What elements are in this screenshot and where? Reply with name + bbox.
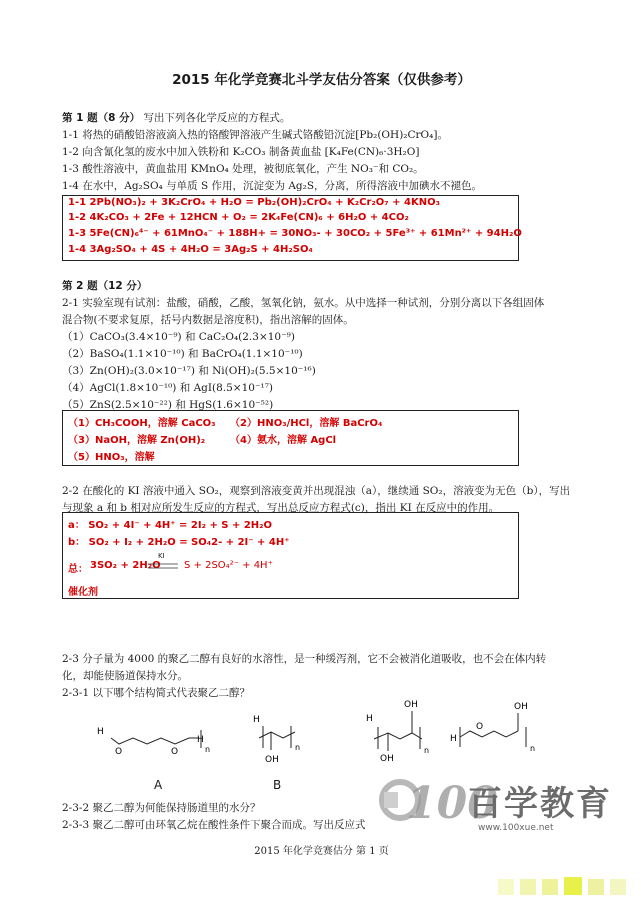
q21-answer: （5）HNO₃，溶解 <box>68 452 155 463</box>
q23-text: 化，却能使肠道保持水分。 <box>62 670 188 682</box>
q21-pair: （1）CaCO₃(3.4×10⁻⁹) 和 CaC₂O₄(2.3×10⁻⁹) <box>62 331 295 343</box>
q1-answer: 1-1 2Pb(NO₃)₂ + 3K₂CrO₄ + H₂O = Pb₂(OH)₂CrO₄ + K₂Cr₂O₇ + 4KNO₃ <box>68 197 440 208</box>
structure-label: B <box>273 778 282 792</box>
structure-a <box>95 712 225 762</box>
q21-pair: （5）ZnS(2.5×10⁻²²) 和 HgS(1.6×10⁻⁵²) <box>62 399 274 411</box>
atom-label: O <box>115 747 123 757</box>
q22-answer-a: a： SO₂ + 4I⁻ + 4H⁺ = 2I₂ + S + 2H₂O <box>68 520 273 531</box>
q22-catalyst-label: KI <box>158 552 165 560</box>
page-title: 2015 年化学竞赛北斗学友估分答案（仅供参考） <box>172 72 471 88</box>
q1-answer: 1-3 5Fe(CN)₆⁴⁻ + 61MnO₄⁻ + 188H+ = 30NO₃- + 30CO₂ + 5Fe³⁺ + 61Mn²⁺ + 94H₂O <box>68 228 522 239</box>
q22-equal-sign <box>148 562 180 570</box>
q21-pair: （3）Zn(OH)₂(3.0×10⁻¹⁷) 和 Ni(OH)₂(5.5×10⁻¹⁶) <box>62 365 316 377</box>
q22-answer-b: b： SO₂ + I₂ + 2H₂O = SO₄2- + 2I⁻ + 4H⁺ <box>68 537 290 548</box>
atom-label: OH <box>404 700 418 710</box>
q1-item: 1-1 将热的硝酸铅溶液滴入热的铬酸钾溶液产生碱式铬酸铅沉淀[Pb₂(OH)₂CrO₄]。 <box>62 129 448 141</box>
q1-item: 1-3 酸性溶液中，黄血盐用 KMnO₄ 处理，被彻底氧化，产生 NO₃⁻和 CO₂。 <box>62 163 424 175</box>
watermark-text: 百学教育 <box>468 784 612 824</box>
q1-heading: 第 1 题（8 分） <box>62 112 141 124</box>
atom-label: H <box>97 727 104 737</box>
atom-label: O <box>476 722 484 732</box>
q1-item: 1-4 在水中，Ag₂SO₄ 与单质 S 作用，沉淀变为 Ag₂S，分离，所得溶液中加碘水不褪色。 <box>62 180 483 192</box>
q21-answer: （3）NaOH，溶解 Zn(OH)₂ <box>68 435 206 446</box>
atom-label: H <box>450 734 457 744</box>
q21-answer: （2）HNO₃/HCl，溶解 BaCrO₄ <box>230 418 383 429</box>
q233-text: 2-3-3 聚乙二醇可由环氧乙烷在酸性条件下聚合而成。写出反应式 <box>62 819 366 831</box>
atom-label: OH <box>514 702 528 712</box>
atom-label: OH <box>380 754 394 764</box>
q21-pair: （2）BaSO₄(1.1×10⁻¹⁰) 和 BaCrO₄(1.1×10⁻¹⁰) <box>62 348 303 360</box>
subscript-n: n <box>295 743 301 752</box>
q23-text: 2-3 分子量为 4000 的聚乙二醇有良好的水溶性，是一种缓泻剂，它不会被消化道吸收，也不会在体内转 <box>62 653 547 665</box>
atom-label: H <box>366 714 373 724</box>
subscript-n: n <box>530 744 536 753</box>
q1-answer: 1-4 3Ag₂SO₄ + 4S + 4H₂O = 3Ag₂S + 4H₂SO₄ <box>68 244 313 255</box>
subscript-n: n <box>424 746 430 755</box>
atom-label: H <box>197 735 204 745</box>
q22-text: 2-2 在酸化的 KI 溶液中通入 SO₂，观察到溶液变黄并出现混浊（a），继续通 SO₂，溶液变为无色（b），写出 <box>62 485 571 497</box>
structure-label: A <box>154 778 163 792</box>
q22-total-left: 3SO₂ + 2H₂O <box>90 560 161 571</box>
q1-answer: 1-2 4K₂CO₃ + 2Fe + 12HCN + O₂ = 2K₄Fe(CN)₆ + 6H₂O + 4CO₂ <box>68 212 409 223</box>
atom-label: O <box>171 747 179 757</box>
q21-intro: 混合物(不要求复原，括号内数据是溶度积)，指出溶解的固体。 <box>62 314 354 326</box>
q1-item: 1-2 向含氰化氢的废水中加入铁粉和 K₂CO₃ 制备黄血盐 [K₄Fe(CN)₆·3H₂O] <box>62 146 420 158</box>
q21-answer: （1）CH₃COOH，溶解 CaCO₃ <box>68 418 216 429</box>
atom-label: OH <box>265 755 279 765</box>
q21-answer: （4）氨水，溶解 AgCl <box>230 435 337 446</box>
structure-b <box>245 710 325 770</box>
q22-text: 与现象 a 和 b 相对应所发生反应的方程式，写出总反应方程式(c)，指出 KI 在反应中的作用。 <box>62 502 500 514</box>
watermark-url: www.100xue.net <box>478 823 554 833</box>
q1-prompt: 写出下列各化学反应的方程式。 <box>143 112 291 124</box>
watermark-digits: 100 <box>406 778 498 829</box>
structure-d <box>448 695 548 755</box>
q22-total-label: 总： <box>68 564 88 575</box>
q2-heading: 第 2 题（12 分） <box>62 280 148 292</box>
corner-decoration <box>498 873 638 897</box>
q231-text: 2-3-1 以下哪个结构简式代表聚乙二醇？ <box>62 687 250 699</box>
page-footer: 2015 年化学竞赛估分 第 1 页 <box>254 846 389 857</box>
structure-c <box>360 695 450 765</box>
q1-header <box>62 110 290 125</box>
q232-text: 2-3-2 聚乙二醇为何能保持肠道里的水分？ <box>62 802 261 814</box>
q21-pair: （4）AgCl(1.8×10⁻¹⁰) 和 AgI(8.5×10⁻¹⁷) <box>62 382 274 394</box>
atom-label: H <box>253 715 260 725</box>
q22-role: 催化剂 <box>68 587 98 598</box>
subscript-n: n <box>205 745 211 754</box>
q22-total-right: S + 2SO₄²⁻ + 4H⁺ <box>184 560 273 571</box>
q21-intro: 2-1 实验室现有试剂：盐酸，硝酸，乙酸，氢氧化钠，氨水。从中选择一种试剂，分别分离以下各组固体 <box>62 297 545 309</box>
